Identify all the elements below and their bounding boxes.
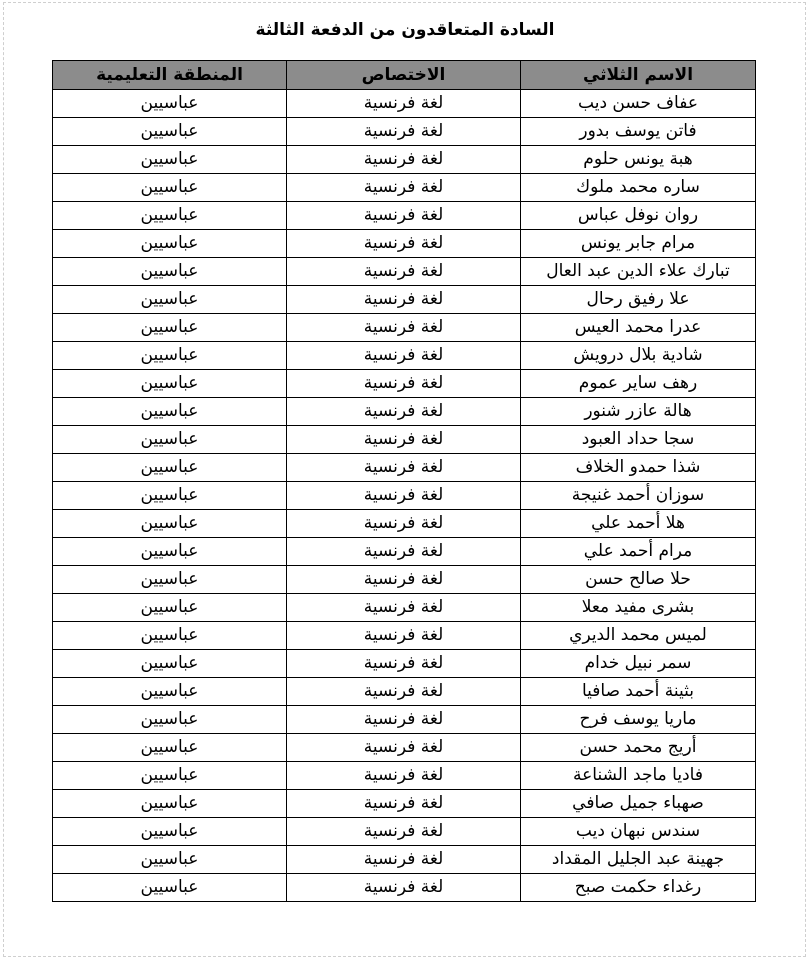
column-header-name: الاسم الثلاثي [521,61,756,90]
table-row [53,678,756,706]
table-row [53,202,756,230]
region-cell: عباسيين [53,650,287,678]
name-cell: هالة عازر شنور [521,398,756,426]
region-cell: عباسيين [53,818,287,846]
name-cell: سمر نبيل خدام [521,650,756,678]
specialty-cell: لغة فرنسية [287,846,521,874]
specialty-cell: لغة فرنسية [287,454,521,482]
table-row [53,454,756,482]
specialty-cell: لغة فرنسية [287,790,521,818]
table-row [53,146,756,174]
region-cell: عباسيين [53,622,287,650]
region-cell: عباسيين [53,314,287,342]
table-row [53,398,756,426]
region-cell: عباسيين [53,342,287,370]
table-body [53,90,756,902]
specialty-cell: لغة فرنسية [287,538,521,566]
table-row [53,258,756,286]
region-cell: عباسيين [53,174,287,202]
name-cell: بثينة أحمد صافيا [521,678,756,706]
specialty-cell: لغة فرنسية [287,202,521,230]
specialty-cell: لغة فرنسية [287,90,521,118]
region-cell: عباسيين [53,286,287,314]
region-cell: عباسيين [53,426,287,454]
name-cell: رغداء حكمت صبح [521,874,756,902]
region-cell: عباسيين [53,538,287,566]
table-row [53,874,756,902]
table-row [53,846,756,874]
specialty-cell: لغة فرنسية [287,398,521,426]
region-cell: عباسيين [53,482,287,510]
region-cell: عباسيين [53,566,287,594]
specialty-cell: لغة فرنسية [287,258,521,286]
table-row [53,818,756,846]
table-row [53,650,756,678]
specialty-cell: لغة فرنسية [287,818,521,846]
name-cell: حلا صالح حسن [521,566,756,594]
region-cell: عباسيين [53,90,287,118]
table-row [53,790,756,818]
specialty-cell: لغة فرنسية [287,118,521,146]
name-cell: أريج محمد حسن [521,734,756,762]
name-cell: روان نوفل عباس [521,202,756,230]
name-cell: رهف ساير عموم [521,370,756,398]
table-row [53,90,756,118]
table-row [53,230,756,258]
table-row [53,510,756,538]
specialty-cell: لغة فرنسية [287,594,521,622]
name-cell: جهينة عبد الجليل المقداد [521,846,756,874]
region-cell: عباسيين [53,118,287,146]
region-cell: عباسيين [53,230,287,258]
table-row [53,314,756,342]
region-cell: عباسيين [53,146,287,174]
name-cell: هبة يونس حلوم [521,146,756,174]
table-row [53,594,756,622]
specialty-cell: لغة فرنسية [287,174,521,202]
name-cell: تبارك علاء الدين عبد العال [521,258,756,286]
name-cell: ساره محمد ملوك [521,174,756,202]
region-cell: عباسيين [53,762,287,790]
region-cell: عباسيين [53,846,287,874]
table-row [53,174,756,202]
name-cell: شذا حمدو الخلاف [521,454,756,482]
name-cell: عفاف حسن ديب [521,90,756,118]
table-row [53,734,756,762]
name-cell: بشرى مفيد معلا [521,594,756,622]
specialty-cell: لغة فرنسية [287,734,521,762]
table-row [53,370,756,398]
table-row [53,286,756,314]
table-row [53,622,756,650]
region-cell: عباسيين [53,678,287,706]
name-cell: مرام أحمد علي [521,538,756,566]
table-header-row [53,61,756,90]
column-header-specialty: الاختصاص [287,61,521,90]
region-cell: عباسيين [53,370,287,398]
name-cell: صهباء جميل صافي [521,790,756,818]
specialty-cell: لغة فرنسية [287,342,521,370]
specialty-cell: لغة فرنسية [287,426,521,454]
region-cell: عباسيين [53,202,287,230]
specialty-cell: لغة فرنسية [287,874,521,902]
name-cell: لميس محمد الديري [521,622,756,650]
table-row [53,482,756,510]
name-cell: سندس نبهان ديب [521,818,756,846]
table-row [53,538,756,566]
region-cell: عباسيين [53,874,287,902]
name-cell: هلا أحمد علي [521,510,756,538]
name-cell: ماريا يوسف فرح [521,706,756,734]
specialty-cell: لغة فرنسية [287,566,521,594]
region-cell: عباسيين [53,258,287,286]
specialty-cell: لغة فرنسية [287,706,521,734]
name-cell: فاديا ماجد الشناعة [521,762,756,790]
table-row [53,118,756,146]
region-cell: عباسيين [53,790,287,818]
table-row [53,342,756,370]
column-header-region: المنطقة التعليمية [53,61,287,90]
specialty-cell: لغة فرنسية [287,230,521,258]
name-cell: فاتن يوسف بدور [521,118,756,146]
name-cell: علا رفيق رحال [521,286,756,314]
specialty-cell: لغة فرنسية [287,146,521,174]
specialty-cell: لغة فرنسية [287,678,521,706]
specialty-cell: لغة فرنسية [287,370,521,398]
specialty-cell: لغة فرنسية [287,650,521,678]
table-row [53,706,756,734]
region-cell: عباسيين [53,398,287,426]
specialty-cell: لغة فرنسية [287,482,521,510]
document-title: السادة المتعاقدون من الدفعة الثالثة [255,20,555,40]
contractors-table [52,60,756,902]
specialty-cell: لغة فرنسية [287,622,521,650]
name-cell: سجا حداد العبود [521,426,756,454]
specialty-cell: لغة فرنسية [287,762,521,790]
region-cell: عباسيين [53,594,287,622]
region-cell: عباسيين [53,454,287,482]
specialty-cell: لغة فرنسية [287,510,521,538]
specialty-cell: لغة فرنسية [287,286,521,314]
region-cell: عباسيين [53,510,287,538]
table-row [53,426,756,454]
name-cell: عدرا محمد العيس [521,314,756,342]
region-cell: عباسيين [53,706,287,734]
table-row [53,566,756,594]
table-row [53,762,756,790]
specialty-cell: لغة فرنسية [287,314,521,342]
name-cell: شادية بلال درويش [521,342,756,370]
name-cell: سوزان أحمد غنيجة [521,482,756,510]
name-cell: مرام جابر يونس [521,230,756,258]
region-cell: عباسيين [53,734,287,762]
